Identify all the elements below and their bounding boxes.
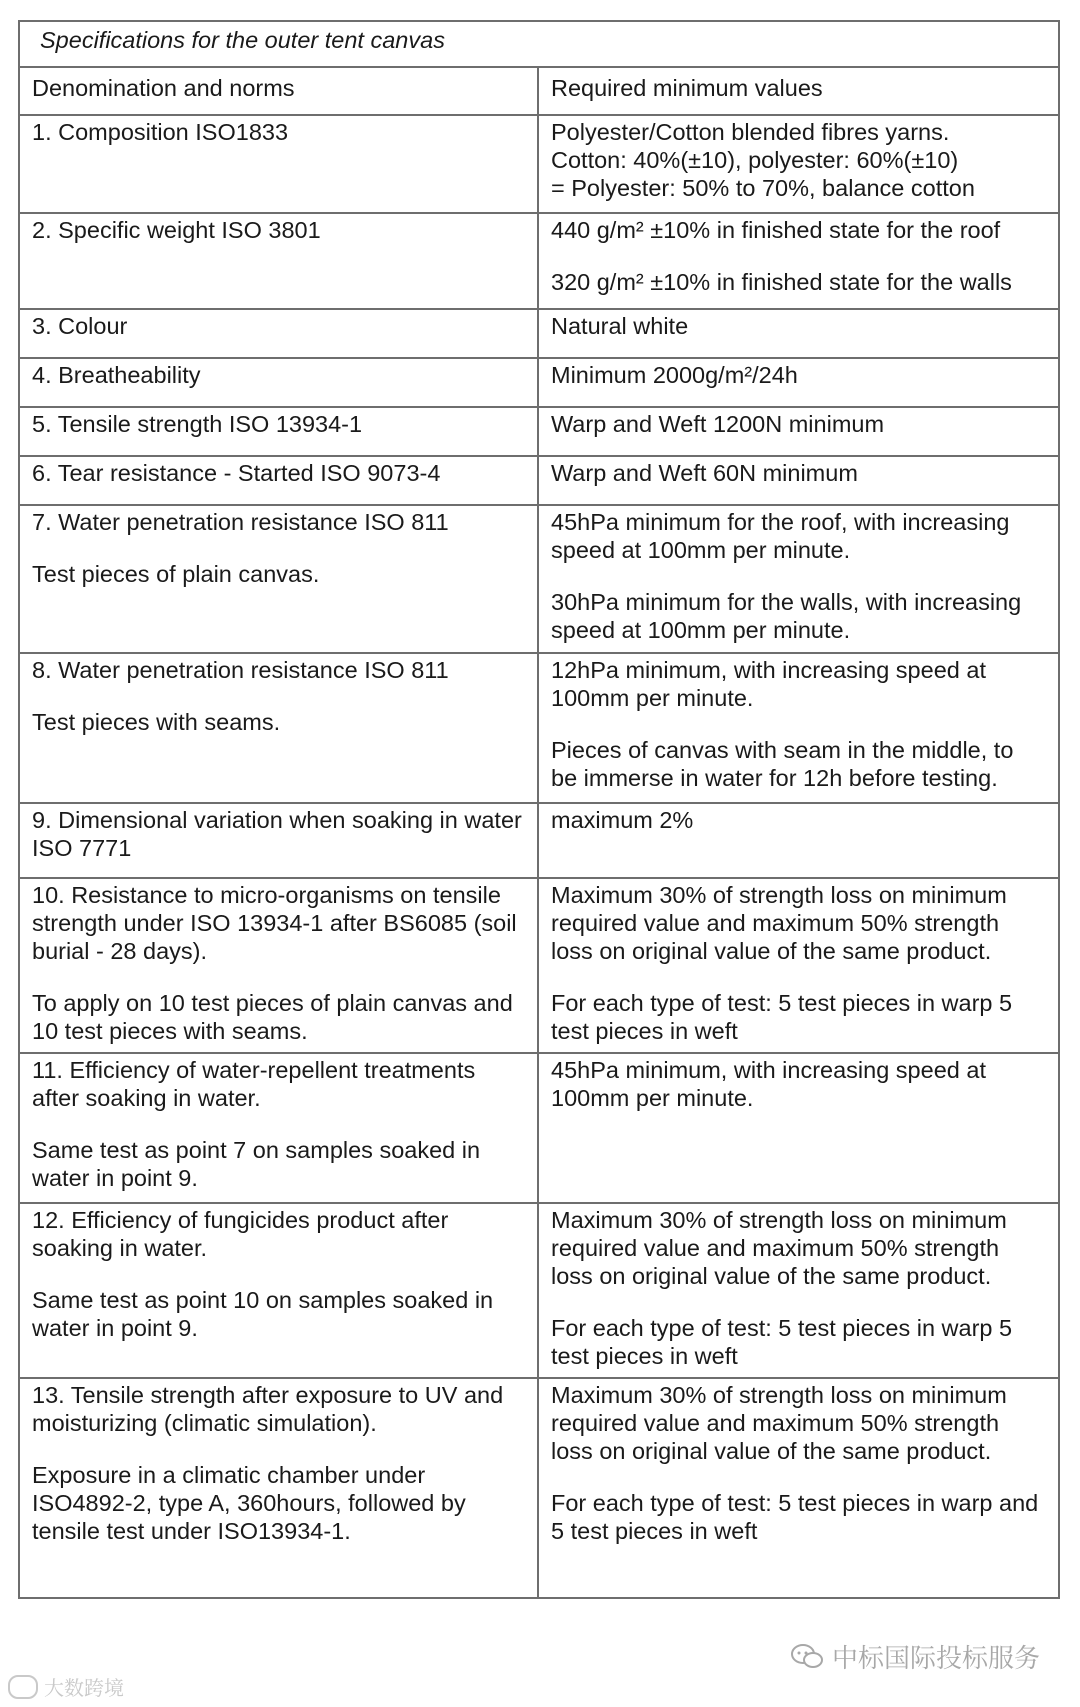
cell-paragraph: Test pieces with seams.: [32, 709, 281, 735]
cell-paragraph: Same test as point 7 on samples soaked in water in point 9.: [32, 1137, 481, 1191]
denomination-cell: [19, 1378, 538, 1598]
cell-paragraph: Warp and Weft 1200N minimum: [551, 411, 885, 437]
table-row: [19, 115, 1059, 213]
cell-paragraph: Maximum 30% of strength loss on minimum required value and maximum 50% strength loss on original value of the same product.: [551, 1382, 1007, 1464]
cell-paragraph: 7. Water penetration resistance ISO 811: [32, 509, 449, 535]
cell-paragraph: 5. Tensile strength ISO 13934-1: [32, 411, 363, 437]
cell-paragraph: For each type of test: 5 test pieces in warp 5 test pieces in weft: [551, 990, 1013, 1044]
cell-paragraph: 30hPa minimum for the walls, with increasing speed at 100mm per minute.: [551, 589, 1022, 643]
cell-paragraph: 2. Specific weight ISO 3801: [32, 217, 321, 243]
cell-paragraph: 45hPa minimum, with increasing speed at 100mm per minute.: [551, 1057, 986, 1111]
cell-paragraph: 9. Dimensional variation when soaking in water ISO 7771: [32, 807, 522, 861]
denomination-cell: [19, 653, 538, 803]
cell-paragraph: 12hPa minimum, with increasing speed at 100mm per minute.: [551, 657, 986, 711]
table-row: [19, 505, 1059, 653]
required-value-cell: [538, 407, 1059, 456]
watermark-left: [8, 1672, 124, 1701]
required-value-cell: [538, 1203, 1059, 1378]
denomination-cell: [19, 878, 538, 1053]
table-title: Specifications for the outer tent canvas: [19, 21, 1059, 67]
cell-paragraph: 320 g/m² ±10% in finished state for the walls: [551, 269, 1012, 295]
table-row: [19, 358, 1059, 407]
cell-paragraph: 8. Water penetration resistance ISO 811: [32, 657, 449, 683]
table-row: [19, 653, 1059, 803]
required-value-cell: [538, 456, 1059, 505]
denomination-cell: [19, 309, 538, 358]
table-row: [19, 309, 1059, 358]
watermark-right: [790, 1638, 1040, 1675]
cell-paragraph: Minimum 2000g/m²/24h: [551, 362, 798, 388]
header-denomination: Denomination and norms: [19, 67, 538, 115]
table-row: [19, 1053, 1059, 1203]
cell-paragraph: Pieces of canvas with seam in the middle, to be immerse in water for 12h before testing.: [551, 737, 1014, 791]
cell-paragraph: Same test as point 10 on samples soaked in water in point 9.: [32, 1287, 494, 1341]
cell-paragraph: Polyester/Cotton blended fibres yarns. Cotton: 40%(±10), polyester: 60%(±10) = Polyester: 50% to 70%, balance cotton: [551, 119, 975, 201]
cell-paragraph: To apply on 10 test pieces of plain canvas and 10 test pieces with seams.: [32, 990, 513, 1044]
cell-paragraph: 4. Breatheability: [32, 362, 201, 388]
cell-paragraph: 6. Tear resistance - Started ISO 9073-4: [32, 460, 441, 486]
required-value-cell: [538, 358, 1059, 407]
watermark-left-text: 大数跨境: [44, 1676, 124, 1700]
denomination-cell: [19, 456, 538, 505]
cell-paragraph: Natural white: [551, 313, 689, 339]
cell-paragraph: 1. Composition ISO1833: [32, 119, 289, 145]
cell-paragraph: maximum 2%: [551, 807, 694, 833]
cell-paragraph: 11. Efficiency of water-repellent treatments after soaking in water.: [32, 1057, 476, 1111]
table-row: [19, 878, 1059, 1053]
denomination-cell: [19, 1053, 538, 1203]
required-value-cell: [538, 213, 1059, 309]
denomination-cell: [19, 505, 538, 653]
cell-paragraph: Maximum 30% of strength loss on minimum required value and maximum 50% strength loss on original value of the same product.: [551, 1207, 1007, 1289]
cell-paragraph: Warp and Weft 60N minimum: [551, 460, 858, 486]
cell-paragraph: 13. Tensile strength after exposure to UV and moisturizing (climatic simulation).: [32, 1382, 504, 1436]
denomination-cell: [19, 213, 538, 309]
watermark-right-text: 中标国际投标服务: [832, 1644, 1041, 1674]
denomination-cell: [19, 407, 538, 456]
cell-paragraph: 12. Efficiency of fungicides product after soaking in water.: [32, 1207, 449, 1261]
denomination-cell: [19, 358, 538, 407]
required-value-cell: [538, 803, 1059, 878]
table-row: [19, 1203, 1059, 1378]
spec-document: [18, 20, 1060, 1599]
cell-paragraph: Exposure in a climatic chamber under ISO4892-2, type A, 360hours, followed by tensile test under ISO13934-1.: [32, 1462, 466, 1544]
required-value-cell: [538, 115, 1059, 213]
table-row: [19, 803, 1059, 878]
denomination-cell: [19, 1203, 538, 1378]
required-value-cell: [538, 1378, 1059, 1598]
table-row: [19, 1378, 1059, 1598]
required-value-cell: [538, 1053, 1059, 1203]
table-row: [19, 213, 1059, 309]
watermark-logo-icon: [8, 1675, 38, 1699]
denomination-cell: [19, 803, 538, 878]
cell-paragraph: For each type of test: 5 test pieces in warp and 5 test pieces in weft: [551, 1490, 1039, 1544]
cell-paragraph: Maximum 30% of strength loss on minimum required value and maximum 50% strength loss on original value of the same product.: [551, 882, 1007, 964]
header-required-values: Required minimum values: [538, 67, 1059, 115]
cell-paragraph: Test pieces of plain canvas.: [32, 561, 320, 587]
header-row: [19, 67, 1059, 115]
cell-paragraph: 10. Resistance to micro-organisms on tensile strength under ISO 13934-1 after BS6085 (soil burial - 28 days).: [32, 882, 517, 964]
spec-rows: [19, 115, 1059, 1598]
cell-paragraph: For each type of test: 5 test pieces in warp 5 test pieces in weft: [551, 1315, 1013, 1369]
table-row: [19, 456, 1059, 505]
required-value-cell: [538, 878, 1059, 1053]
required-value-cell: [538, 653, 1059, 803]
cell-paragraph: 3. Colour: [32, 313, 128, 339]
cell-paragraph: 440 g/m² ±10% in finished state for the roof: [551, 217, 1001, 243]
table-row: [19, 407, 1059, 456]
spec-table: [18, 20, 1060, 1599]
cell-paragraph: 45hPa minimum for the roof, with increasing speed at 100mm per minute.: [551, 509, 1010, 563]
required-value-cell: [538, 505, 1059, 653]
wechat-icon: [790, 1643, 824, 1671]
required-value-cell: [538, 309, 1059, 358]
denomination-cell: [19, 115, 538, 213]
title-row: [19, 21, 1059, 67]
